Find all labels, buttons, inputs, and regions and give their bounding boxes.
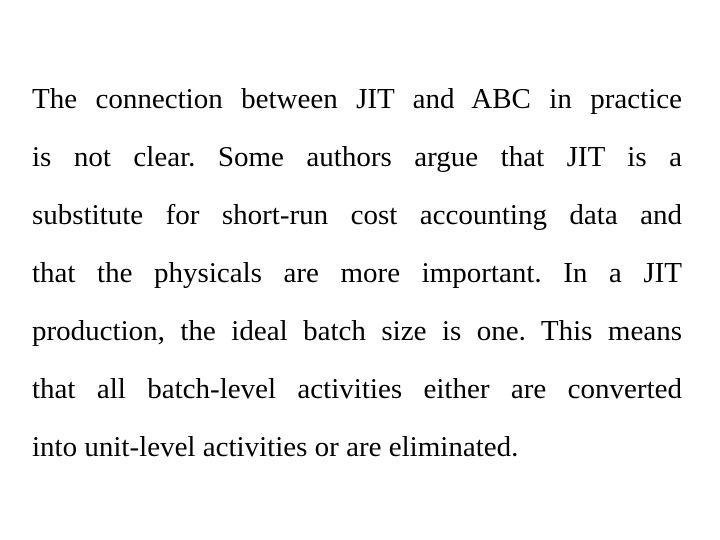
paragraph-line-2: is not clear. Some authors argue that JIT is a	[32, 141, 682, 173]
body-paragraph	[32, 70, 682, 476]
paragraph-line-1: The connection between JIT and ABC in practice	[32, 83, 682, 115]
paragraph-line-5: production, the ideal batch size is one. This means	[32, 315, 682, 347]
paragraph-line-6: that all batch-level activities either are converted	[32, 373, 682, 405]
paragraph-line-7: into unit-level activities or are eliminated.	[32, 431, 519, 463]
paragraph-line-4: that the physicals are more important. In a JIT	[32, 257, 682, 289]
paragraph-line-3: substitute for short-run cost accounting data and	[32, 199, 682, 231]
